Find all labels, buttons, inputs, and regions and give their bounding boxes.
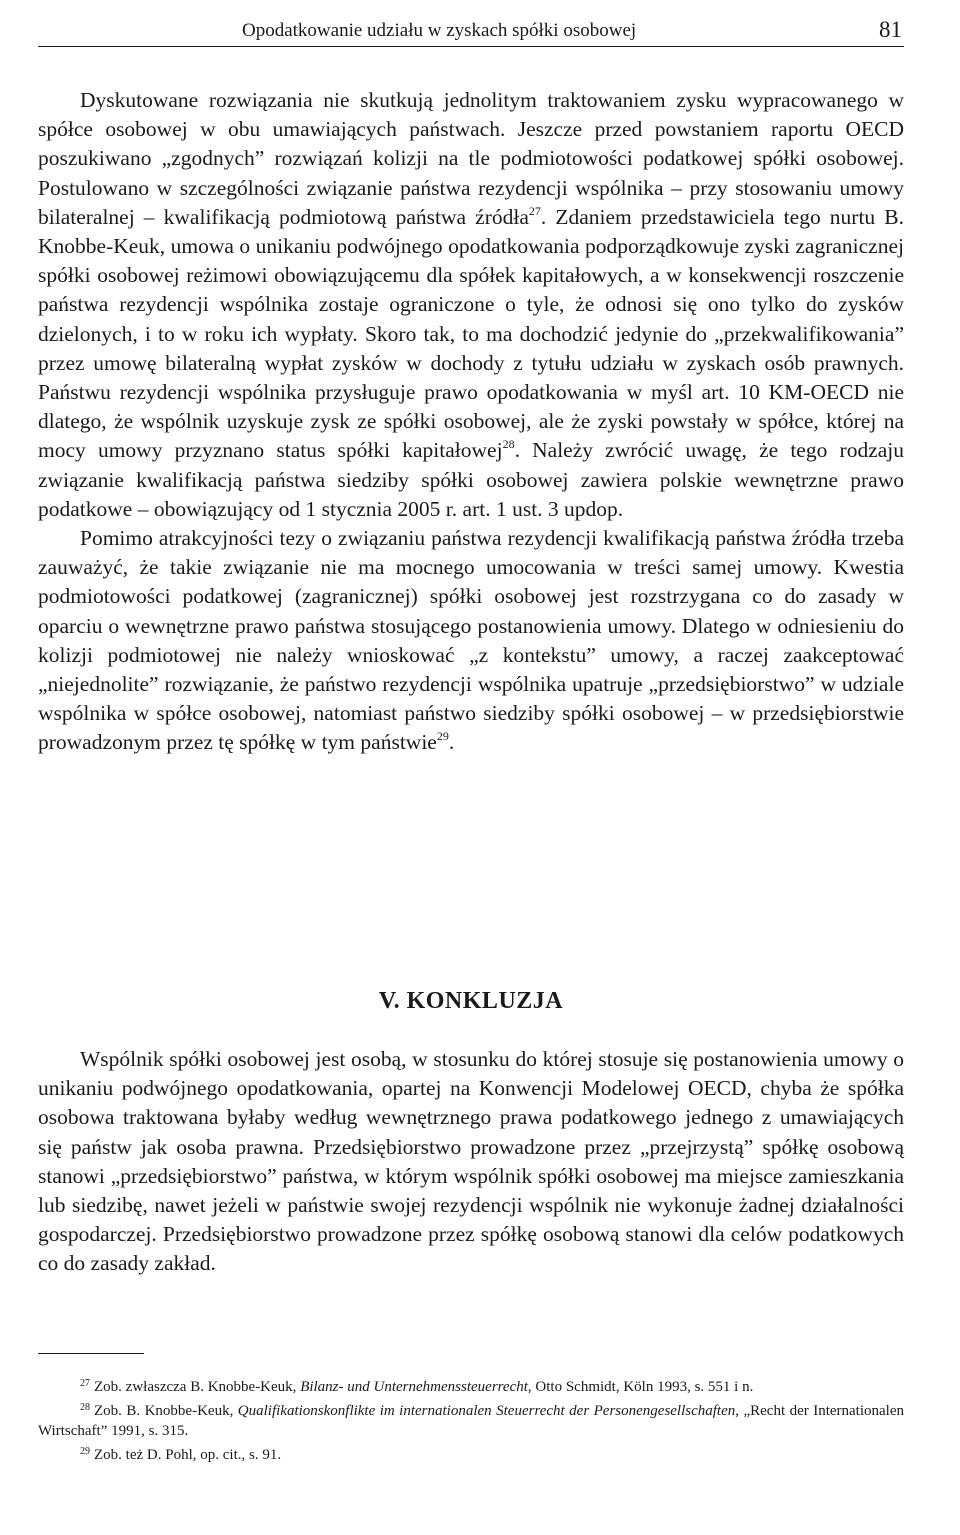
footnote-number: 27 [80, 1378, 90, 1389]
paragraph-2-part-a: Pomimo atrakcyjności tezy o związaniu państwa rezydencji kwalifikacją państwa źródła trzeba zauważyć, że takie związanie nie ma mocnego umocowania w treści samej umowy. Kwestia podmiotowości podatkowej (zagranicznej) spółki osobowej jest rozstrzygana co do zasady w oparciu o wewnętrzne prawo państwa stosującego postanowienia umowy. Dlatego w odniesieniu do kolizji podmiotowej nie należy wnioskować „z kontekstu” umowy, a raczej zaakceptować „niejednolite” rozwiązanie, że państwo rezydencji wspólnika upatruje „przedsiębiorstwo” w udziale wspólnika w spółce osobowej, natomiast państwo siedziby spółki osobowej – w przedsiębiorstwie prowadzonym przez tę spółkę w tym państwie [38, 526, 904, 755]
paragraph-1-part-b: . Zdaniem przedstawiciela tego nurtu B. Knobbe-Keuk, umowa o unikaniu podwójnego opodatkowania podporządkowuje zyski zagranicznej spółki osobowej reżimowi obowiązującemu dla spółek kapitałowych, a w konsekwencji roszczenie państwa rezydencji wspólnika zostaje ograniczone o tyle, że odnosi się ono tylko do zysków dzielonych, i to w roku ich wypłaty. Skoro tak, to ma dochodzić jedynie do „przekwalifikowania” przez umowę bilateralną wypłat zysków w dochody z tytułu udziału w zyskach osób prawnych. Państwu rezydencji wspólnika przysługuje prawo opodatkowania w myśl art. 10 KM-OECD nie dlatego, że wspólnik uzyskuje zysk ze spółki osobowej, ale że zyski powstały w spółce, której na mocy umowy przyznano status spółki kapitałowej [38, 204, 904, 463]
footnote-number: 28 [80, 1402, 90, 1413]
footnote-ref-27: 27 [528, 203, 541, 218]
footnote-28 [38, 1398, 904, 1441]
footnote-divider [38, 1353, 144, 1354]
footnote-ref-28: 28 [502, 437, 515, 452]
footnote-number: 29 [80, 1446, 90, 1457]
section-heading: V. KONKLUZJA [378, 988, 564, 1014]
footnotes [38, 1374, 904, 1466]
footnote-source: , „Recht der Internationalen Wirtschaft” 1991, s. 315. [38, 1403, 904, 1439]
page-number: 81 [879, 17, 902, 42]
footnote-text: Zob. zwłaszcza B. Knobbe-Keuk, [94, 1379, 301, 1395]
footnote-text: Zob. też D. Pohl, op. cit., s. 91. [94, 1447, 282, 1463]
conclusion-paragraph: Wspólnik spółki osobowej jest osobą, w stosunku do której stosuje się postanowienia umowy o unikaniu podwójnego opodatkowania, opartej na Konwencji Modelowej OECD, chyba że spółka osobowa traktowana byłaby według wewnętrznego prawa podatkowego jednego z umawiających się państw jak osoba prawna. Przedsiębiorstwo prowadzone przez „przejrzystą” spółkę osobową stanowi „przedsiębiorstwo” państwa, w którym wspólnik spółki osobowej ma miejsce zamieszkania lub siedzibę, nawet jeżeli w państwie swojej rezydencji wspólnik nie wykonuje żadnej działalności gospodarczej. Przedsiębiorstwo prowadzone przez spółkę osobową stanowi dla celów podatkowych co do zasady zakład. [38, 1047, 904, 1276]
footnote-text: Zob. B. Knobbe-Keuk, [94, 1403, 238, 1419]
footnote-title: Bilanz- und Unternehmenssteuerrecht [300, 1379, 528, 1395]
running-title: Opodatkowanie udziału w zyskach spółki osobowej [242, 20, 637, 41]
paragraph-1 [38, 86, 904, 524]
paragraph-2-part-b: . [448, 730, 455, 755]
paragraph-1-part-c: . Należy zwrócić uwagę, że tego rodzaju związanie kwalifikacją państwa siedziby spółki osobowej zawiera polskie wewnętrzne prawo podatkowe – obowiązujący od 1 stycznia 2005 r. art. 1 ust. 3 updop. [38, 438, 905, 521]
footnote-ref-29: 29 [436, 729, 449, 744]
running-header [38, 14, 904, 47]
footnote-29 [38, 1442, 904, 1465]
footnote-source: , Otto Schmidt, Köln 1993, s. 551 i n. [527, 1379, 754, 1395]
body-text [38, 86, 904, 758]
paragraph-1-part-a: Dyskutowane rozwiązania nie skutkują jednolitym traktowaniem zysku wypracowanego w spółce osobowej w obu umawiających państwach. Jeszcze przed powstaniem raportu OECD poszukiwano „zgodnych” rozwiązań kolizji na tle podmiotowości podatkowej spółki osobowej. Postulowano w szczególności związanie państwa rezydencji wspólnika – przy stosowaniu umowy bilateralnej – kwalifikacją podmiotową państwa źródła [38, 88, 904, 229]
footnote-27 [38, 1374, 904, 1397]
footnote-title: Qualifikationskonflikte im internationalen Steuerrecht der Personengesellschaften [237, 1403, 736, 1419]
paragraph-2 [38, 524, 904, 758]
